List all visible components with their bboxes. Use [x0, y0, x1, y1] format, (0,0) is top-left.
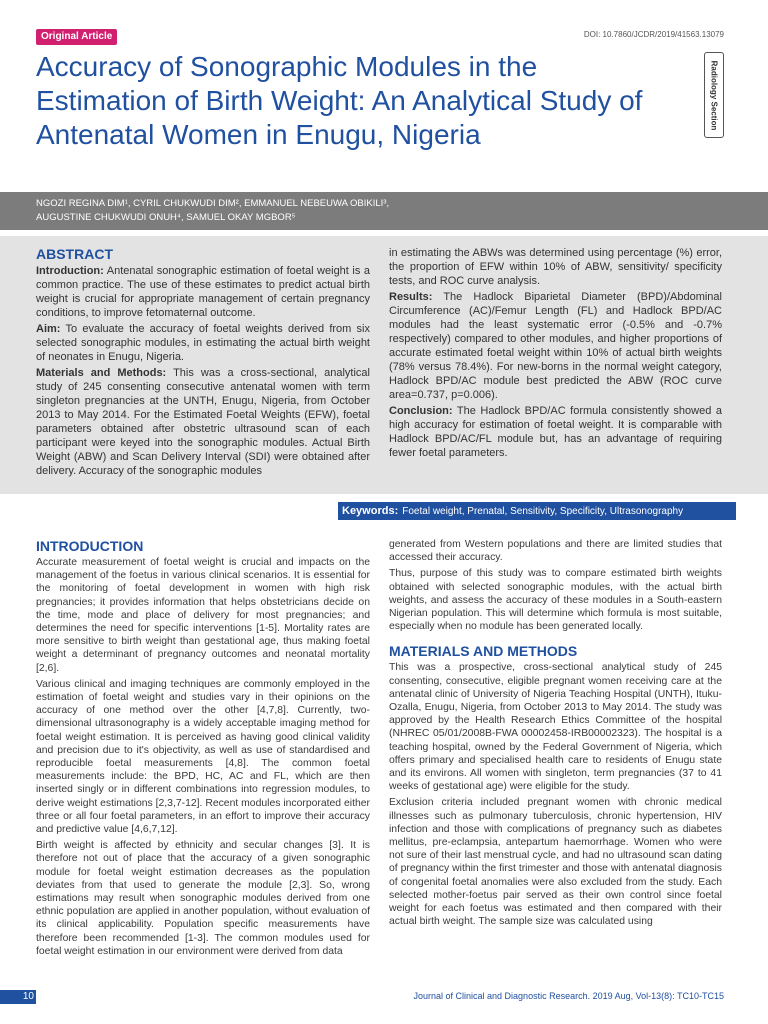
methods-heading: MATERIALS AND METHODS — [389, 643, 578, 660]
methods-text: This was a cross-sectional, analytical study of 245 consenting consecutive antenatal women with term singleton pregnancies at the UNTH, Enugu, Nigeria, from October 2013 to May 2014. For the Estimated Foetal Weights (EFW), foetal parameters obtained after obstetric ultrasound scan of each participant were keyed into the sonographic modules. Actual Birth Weight (ABW) and Scan Delivery Interval (SDI) were obtained after delivery. Accuracy of the sonographic modules — [36, 367, 370, 477]
intro-paragraph-5: Thus, purpose of this study was to compare estimated birth weights obtained with selected sonographic modules, with the actual birth weights, and assess the accuracy of these modules in a South-eastern Nigerian population. This will determine which formula is most suitable, especially when no module has been generated locally. — [389, 568, 722, 633]
abstract-methods-continued: in estimating the ABWs was determined using percentage (%) error, the proportion of EFW within 10% of ABW, sensitivity/ specificity tests, and ROC curve analysis. — [389, 247, 722, 287]
section-tab — [704, 52, 724, 138]
abstract-conclusion — [389, 404, 722, 460]
article-type-badge: Original Article — [36, 29, 117, 45]
conclusion-label: Conclusion: — [389, 405, 453, 417]
intro-paragraph-3: Birth weight is affected by ethnicity and secular changes [3]. It is therefore not out of place that the accuracy of a given sonographic module for foetal weight estimation decreases as the population deviates from that used to generate the module [2,3]. So, wrong estimations may result when sonographic modules derived from one ethnic population are applied in another population, without evaluation of its clinical applicability. Population specific measurements have therefore been recommended [1-3]. The common modules used for foetal weight estimation in our environment were derived from data — [36, 840, 370, 957]
introduction-heading: INTRODUCTION — [36, 538, 144, 554]
methods-label: Materials and Methods: — [36, 367, 167, 379]
results-text: The Hadlock Biparietal Diameter (BPD)/Abdominal Circumference (AC)/Femur Length (FL) and Hadlock BPD/AC modules had the least systematic error (-0.5% and -0.7% respectively) compared to other modules, and higher proportions of accurate estimated foetal weight within 10% of actual birth weights (78% versus 78.4%). For new-borns in the normal weight category, Hadlock BPD/AC module best predicted the ABW (ROC curve area=0.737, p=0.006). — [389, 291, 722, 401]
methods-paragraph-2: Exclusion criteria included pregnant women with chronic medical illnesses such as pulmonary tuberculosis, chronic hypertension, HIV infection and those with complications of pregnancy such as diabetes mellitus, pre-eclampsia, antepartum haemorrhage. Women who were not sure of their last menstrual cycle, and had no ultrasound scan dating of pregnancy within the first trimester and those with antenatal diagnosis of congenital foetal anomalies were also excluded from the study. Each selected mother-foetus pair served as their own control since foetal weight for each foetus was estimated and then compared with their actual birth weight. The sample size was calculated using — [389, 797, 722, 928]
aim-text: To evaluate the accuracy of foetal weights derived from six selected sonographic modules, in estimating the actual birth weight of neonates in Enugu, Nigeria. — [36, 323, 370, 363]
aim-label: Aim: — [36, 323, 61, 335]
abstract-introduction — [36, 264, 370, 320]
doi-text: DOI: 10.7860/JCDR/2019/41563.13079 — [583, 30, 724, 39]
abstract-results — [389, 290, 722, 402]
page-number: 10 — [0, 990, 36, 1004]
body-right-column — [389, 538, 722, 931]
abstract-heading: ABSTRACT — [36, 246, 113, 262]
intro-paragraph-2: Various clinical and imaging techniques are commonly employed in the estimation of foetal weight and studies vary in their opinions on the accuracy of one method over the other [4,7,8]. Currently, two-dimensional ultrasonography is a widely acceptable imaging method for foetal weight estimation. It is perceived as having good clinical validity and precision due to it's objectivity, as well as use of standardised and reproducible foetal measurements [4,8]. The common foetal measurements include: the BPD, HC, AC and FL, which are then inserted singly or in different combinations into regression modules, to derive weight estimations [2,3,7-12]. Recent modules incorporated either three or all four foetal parameters, in an effort to improve their accuracy and predictive value [4,6,7,12]. — [36, 678, 370, 836]
methods-paragraph-1: This was a prospective, cross-sectional analytical study of 245 consenting, consecutive, eligible pregnant women receiving care at the antenatal clinic of University of Nigeria Teaching Hospital (UNTH), Ituku-Ozalla, Enugu, Nigeria, from October 2013 to May 2014. The study was approved by the Health Research Ethics Committee of the hospital (NHREC 05/01/2008B-FWA 00002458-IRB00002323). The hospital is a teaching hospital, owned by the Federal Government of Nigeria, which offers primary and specialised health care to residents of Enugu state and its environs. All women with singleton, term pregnancies (37 to 41 weeks of gestational age) were eligible for the study. — [389, 662, 722, 793]
intro-paragraph-1: Accurate measurement of foetal weight is crucial and impacts on the management of the foetus in various clinical scenarios. It is essential for the monitoring of foetal development in women with high risk pregnancies; it provides information that helps obstetricians decide on the time, mode and place of delivery for most pregnancies; and determines the need for specific interventions [1-5]. Mortality rates are more sensitive to birth weight than gestational age, thus making foetal weight a determinant of pregnancy outcomes and neonatal mortality [2,6]. — [36, 557, 370, 674]
results-label: Results: — [389, 291, 433, 303]
body-left-column — [36, 538, 370, 961]
keywords-text: Foetal weight, Prenatal, Sensitivity, Specificity, Ultrasonography — [402, 506, 684, 517]
abstract-aim — [36, 322, 370, 364]
intro-label: Introduction: — [36, 265, 104, 277]
keywords-label: Keywords: — [342, 505, 399, 517]
abstract-methods — [36, 366, 370, 478]
article-title: Accuracy of Sonographic Modules in the Estimation of Birth Weight: An Analytical Study of Antenatal Women in Enugu, Nigeria — [36, 51, 643, 150]
abstract-right-column — [389, 246, 722, 462]
abstract-left-column — [36, 246, 370, 480]
intro-paragraph-4: generated from Western populations and there are limited studies that accessed their accuracy. — [389, 539, 722, 564]
authors-list: NGOZI REGINA DIM¹, CYRIL CHUKWUDI DIM², EMMANUEL NEBEUWA OBIKILI³, AUGUSTINE CHUKWUDI ONUH⁴, SAMUEL OKAY MGBOR⁵ — [36, 198, 390, 223]
journal-citation: Journal of Clinical and Diagnostic Research. 2019 Aug, Vol-13(8): TC10-TC15 — [413, 991, 724, 1001]
abstract-box — [0, 236, 768, 494]
keywords-bar — [338, 502, 736, 520]
intro-text: Antenatal sonographic estimation of foetal weight is a common practice. The use of these estimates to predict actual birth weight is crucial for appropriate management of certain pregnancy conditions, to improve fetomaternal outcome. — [36, 265, 370, 319]
conclusion-text: The Hadlock BPD/AC formula consistently showed a high accuracy for estimation of foetal weight. It is comparable with Hadlock BPD/AC/FL module but, has an advantage of requiring fewer foetal parameters. — [389, 405, 722, 459]
section-label: Radiology Section — [709, 60, 719, 130]
authors-bar — [0, 192, 768, 230]
